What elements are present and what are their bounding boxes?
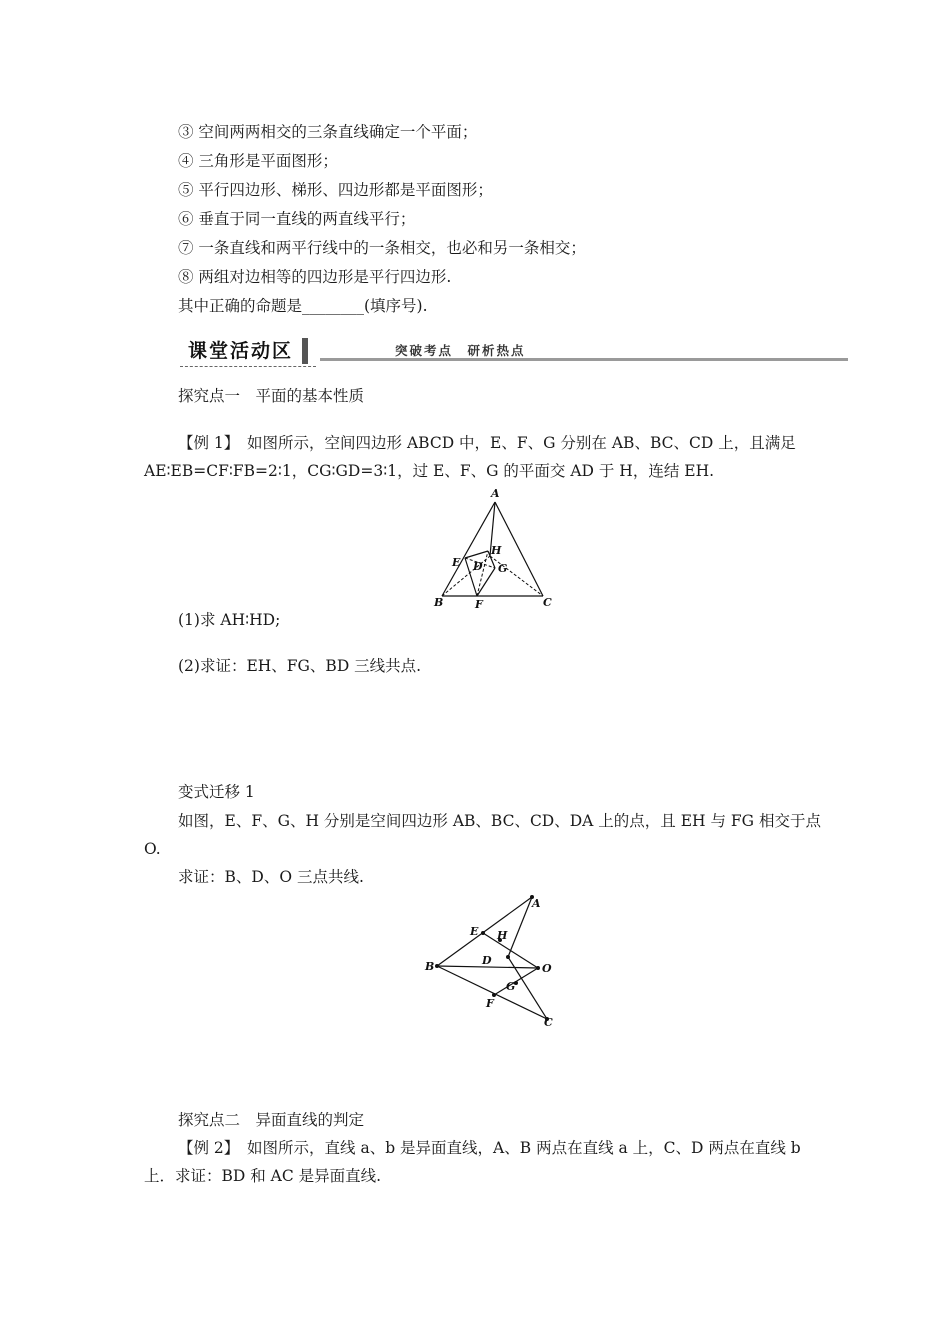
list-item-4: ④ 三角形是平面图形； — [178, 152, 338, 170]
example1-line1: 【例 1】 如图所示，空间四边形 ABCD 中，E、F、G 分别在 AB、BC、CD 上，且满足 — [178, 434, 796, 452]
list-item-8: ⑧ 两组对边相等的四边形是平行四边形. — [178, 268, 452, 286]
figure1-tetrahedron — [425, 486, 565, 612]
fig2-label-h: H — [497, 929, 508, 942]
banner-dash — [180, 366, 316, 367]
example2-line1: 【例 2】 如图所示，直线 a、b 是异面直线，A、B 两点在直线 a 上，C、D 两点在直线 b — [178, 1139, 801, 1157]
fig1-label-g: G — [498, 562, 508, 575]
figure2-quadrilateral — [420, 890, 570, 1030]
example1-line2: AE∶EB=CF∶FB=2∶1，CG∶GD=3∶1，过 E、F、G 的平面交 AD 于 H，连结 EH. — [144, 462, 715, 480]
fig2-label-e: E — [470, 925, 479, 938]
question1: (1)求 AH∶HD; — [178, 611, 281, 629]
list-item-5: ⑤ 平行四边形、梯形、四边形都是平面图形； — [178, 181, 493, 199]
variant-line3: 求证：B、D、O 三点共线. — [178, 868, 364, 886]
fig1-label-a: A — [491, 487, 500, 500]
list-item-6: ⑥ 垂直于同一直线的两直线平行； — [178, 210, 416, 228]
example2-line2: 上．求证：BD 和 AC 是异面直线. — [144, 1167, 382, 1185]
fig1-label-d: D — [473, 560, 483, 573]
variant-heading: 变式迁移 1 — [178, 783, 255, 801]
fig2-label-b: B — [425, 960, 435, 973]
variant-line1: 如图，E、F、G、H 分别是空间四边形 AB、BC、CD、DA 上的点，且 EH 与 FG 相交于点 — [178, 812, 821, 830]
fig1-label-h: H — [491, 544, 502, 557]
question2: (2)求证：EH、FG、BD 三线共点. — [178, 657, 422, 675]
section2-heading: 探究点二 异面直线的判定 — [178, 1111, 365, 1129]
banner-subtitle: 突破考点 研析热点 — [395, 343, 526, 358]
question: 其中正确的命题是________(填序号). — [178, 297, 428, 315]
section-banner — [180, 336, 848, 370]
fig1-label-f: F — [475, 598, 483, 611]
section1-heading: 探究点一 平面的基本性质 — [178, 387, 365, 405]
fig1-label-e: E — [452, 556, 461, 569]
fig2-label-o: O — [542, 962, 552, 975]
fig2-label-c: C — [544, 1016, 553, 1029]
variant-line2: O. — [144, 840, 161, 858]
fig1-label-b: B — [434, 596, 444, 609]
fig2-label-d: D — [482, 954, 492, 967]
fig1-label-c: C — [543, 596, 552, 609]
list-item-7: ⑦ 一条直线和两平行线中的一条相交，也必和另一条相交； — [178, 239, 586, 257]
fig2-label-f: F — [486, 997, 494, 1010]
banner-title: 课堂活动区 — [180, 338, 308, 364]
fig2-label-g: G — [506, 980, 516, 993]
list-item-3: ③ 空间两两相交的三条直线确定一个平面； — [178, 123, 478, 141]
fig2-label-a: A — [532, 897, 541, 910]
